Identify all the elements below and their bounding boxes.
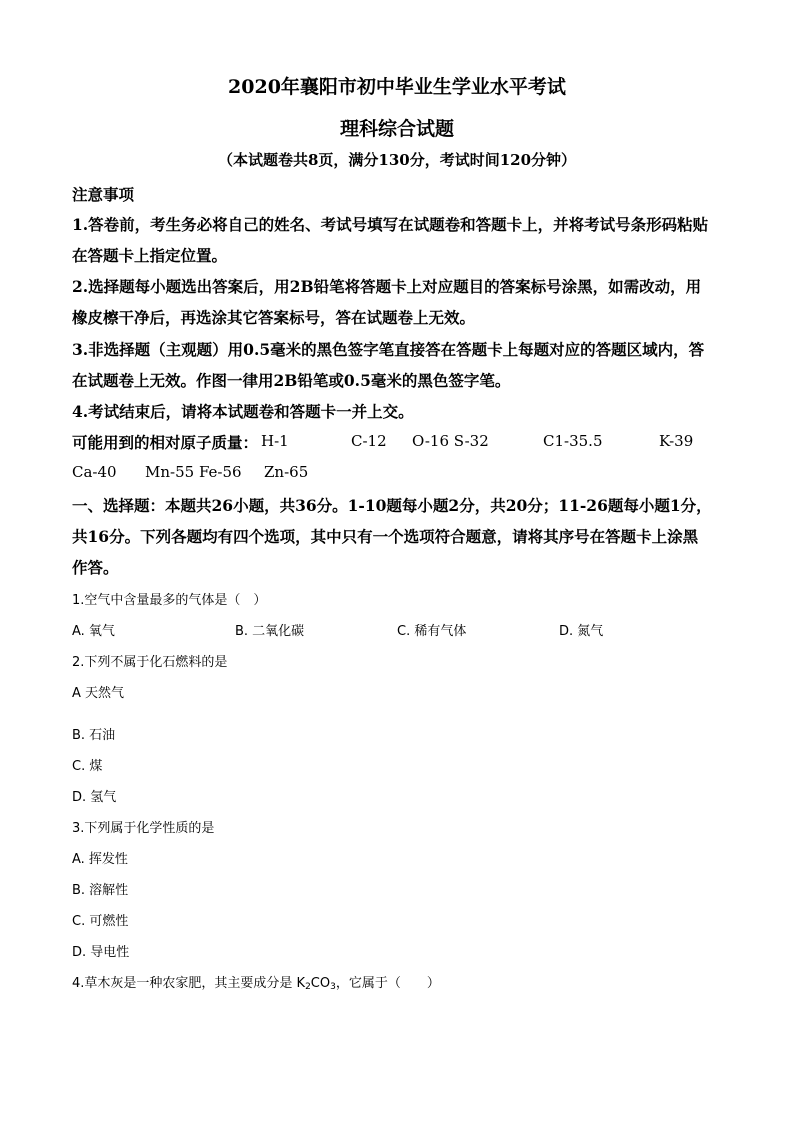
question-3-stem: 3.下列属于化学性质的是 <box>72 821 215 836</box>
note-1-line-2: 在答题卡上指定位置。 <box>72 246 228 265</box>
question-3-option-a: A. 挥发性 <box>72 852 128 867</box>
note-2-line-2: 橡皮檫干净后，再选涂其它答案标号，答在试题卷上无效。 <box>72 308 476 327</box>
question-1-option-a: A. 氧气 <box>72 624 115 639</box>
atomic-mass-h: H-1 <box>261 432 289 450</box>
question-2-stem: 2.下列不属于化石燃料的是 <box>72 655 228 670</box>
atomic-mass-o-s: O-16 S-32 <box>412 432 489 450</box>
question-1-stem: 1.空气中含量最多的气体是（ ） <box>72 593 267 608</box>
question-3-option-b: B. 溶解性 <box>72 883 129 898</box>
question-4-stem-pre: 4.草木灰是一种农家肥，其主要成分是 K <box>72 976 306 991</box>
question-2-option-a: A 天然气 <box>72 686 125 701</box>
section-1-line-1: 一、选择题：本题共26小题，共36分。1-10题每小题2分，共20分；11-26题每小题1分， <box>72 496 712 515</box>
atomic-mass-c: C-12 <box>351 432 387 450</box>
exam-info: （本试题卷共8页，满分130分，考试时间120分钟） <box>217 151 577 169</box>
question-1-option-d: D. 氮气 <box>559 624 604 639</box>
exam-subtitle: 理科综合试题 <box>339 118 454 140</box>
note-1-line-1: 1.答卷前，考生务必将自己的姓名、考试号填写在试题卷和答题卡上，并将考试号条形码粘贴 <box>72 215 709 234</box>
question-3-option-c: C. 可燃性 <box>72 914 129 929</box>
atomic-mass-ca: Ca-40 <box>72 463 117 481</box>
note-4: 4.考试结束后，请将本试题卷和答题卡一并上交。 <box>72 402 414 421</box>
question-4-subscript-3: 3 <box>330 982 336 992</box>
atomic-mass-zn: Zn-65 <box>264 463 309 481</box>
note-3-line-2: 在试题卷上无效。作图一律用2B铅笔或0.5毫米的黑色签字笔。 <box>72 371 511 390</box>
question-1-option-b: B. 二氧化碳 <box>235 624 305 639</box>
question-2-option-c: C. 煤 <box>72 759 103 774</box>
section-1-line-2: 共16分。下列各题均有四个选项，其中只有一个选项符合题意，请将其序号在答题卡上涂黑 <box>72 527 699 546</box>
section-1-line-3: 作答。 <box>72 558 119 577</box>
note-2-line-1: 2.选择题每小题选出答案后，用2B铅笔将答题卡上对应题目的答案标号涂黑，如需改动，用 <box>72 277 702 296</box>
atomic-mass-mn-fe: Mn-55 Fe-56 <box>145 463 242 481</box>
atomic-mass-label: 可能用到的相对原子质量： <box>72 433 259 452</box>
exam-title: 2020年襄阳市初中毕业生学业水平考试 <box>228 76 566 98</box>
question-2-option-b: B. 石油 <box>72 728 116 743</box>
atomic-mass-k: K-39 <box>659 432 694 450</box>
note-3-line-1: 3.非选择题（主观题）用0.5毫米的黑色签字笔直接答在答题卡上每题对应的答题区域内，答 <box>72 340 705 359</box>
question-4-stem-post: ，它属于（ ） <box>335 976 440 991</box>
question-1-option-c: C. 稀有气体 <box>397 624 467 639</box>
question-4-subscript-2: 2 <box>305 982 311 992</box>
question-4-stem <box>72 972 440 992</box>
question-4-stem-mid: CO <box>310 976 331 991</box>
question-2-option-d: D. 氢气 <box>72 790 117 805</box>
notes-heading: 注意事项 <box>72 185 135 204</box>
question-3-option-d: D. 导电性 <box>72 945 130 960</box>
atomic-mass-cl: C1-35.5 <box>543 432 603 450</box>
